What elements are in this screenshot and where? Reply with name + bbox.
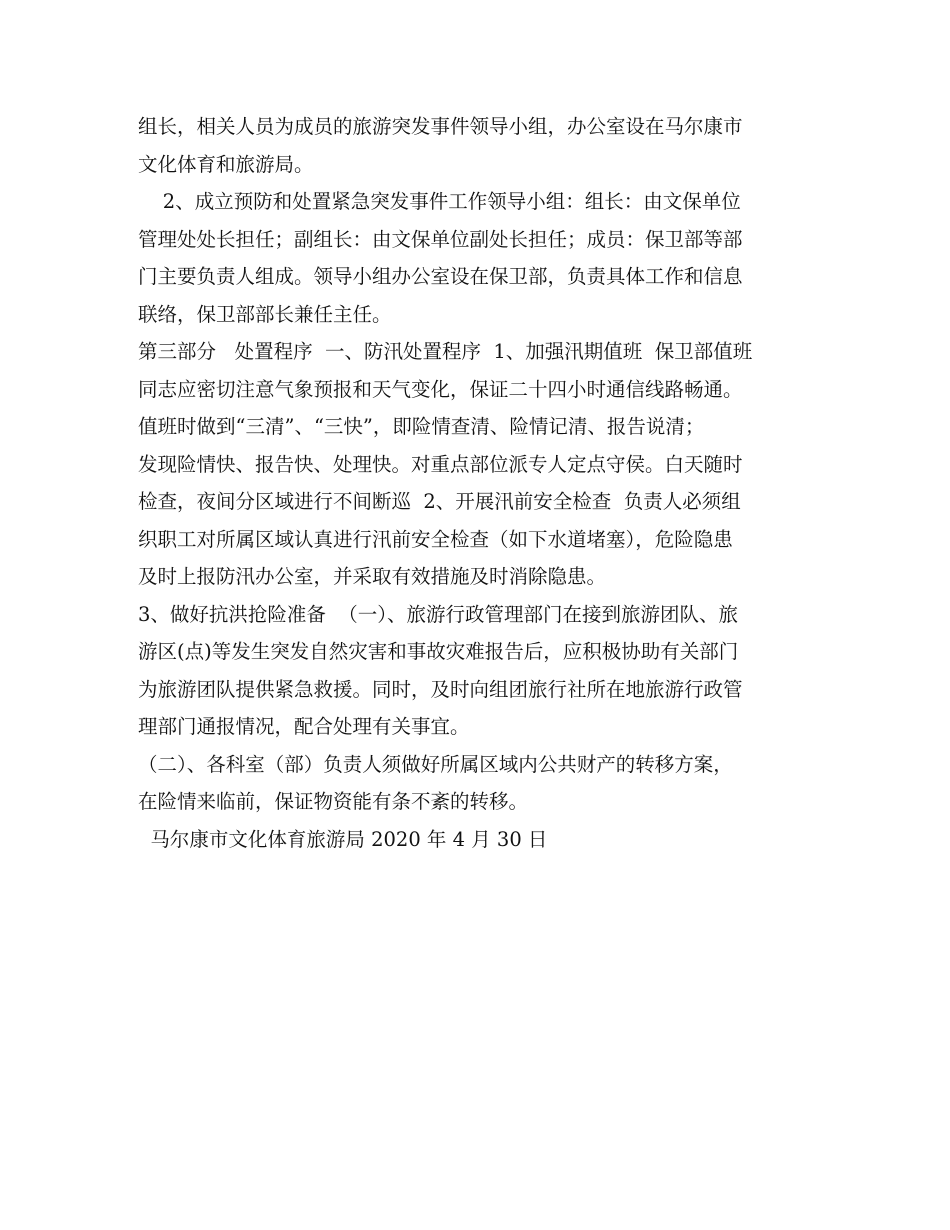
body-line: 及时上报防汛办公室，并采取有效措施及时消除隐患。 [138,565,607,588]
body-line: 游区(点)等发生突发自然灾害和事故灾难报告后，应积极协助有关部门 [138,640,739,663]
section-heading-line: 第三部分 处置程序 一、防汛处置程序 1、加强汛期值班 保卫部值班 [138,340,753,363]
body-line: 理部门通报情况，配合处理有关事宜。 [138,715,470,738]
body-line: 同志应密切注意气象预报和天气变化，保证二十四小时通信线路畅通。 [138,377,743,401]
signature-date-line: 马尔康市文化体育旅游局 2020 年 4 月 30 日 [138,827,548,851]
body-line: 为旅游团队提供紧急救援。同时，及时向组团旅行社所在地旅游行政管 [138,677,743,701]
body-line: 2、成立预防和处置紧急突发事件工作领导小组：组长：由文保单位 [138,190,741,213]
body-line: 织职工对所属区域认真进行汛前安全检查（如下水道堵塞），危险隐患 [138,527,733,551]
body-line: （二）、各科室（部）负责人须做好所属区域内公共财产的转移方案， [138,752,733,776]
body-line: 管理处处长担任；副组长：由文保单位副处长担任；成员：保卫部等部 [138,227,743,251]
body-line: 检查，夜间分区域进行不间断巡 2、开展汛前安全检查 负责人必须组 [138,490,741,513]
body-line: 文化体育和旅游局。 [138,152,314,176]
body-line: 3、做好抗洪抢险准备 （一）、旅游行政管理部门在接到旅游团队、旅 [138,602,739,626]
body-line: 发现险情快、报告快、处理快。对重点部位派专人定点守侯。白天随时 [138,452,743,476]
body-line: 门主要负责人组成。领导小组办公室设在保卫部，负责具体工作和信息 [138,265,743,288]
document-body [138,108,818,858]
body-line: 联络，保卫部部长兼任主任。 [138,302,392,326]
body-line: 在险情来临前，保证物资能有条不紊的转移。 [138,790,529,813]
body-line: 值班时做到“三清”、“三快”，即险情查清、险情记清、报告说清； [138,415,705,438]
body-line: 组长，相关人员为成员的旅游突发事件领导小组，办公室设在马尔康市 [138,115,743,138]
